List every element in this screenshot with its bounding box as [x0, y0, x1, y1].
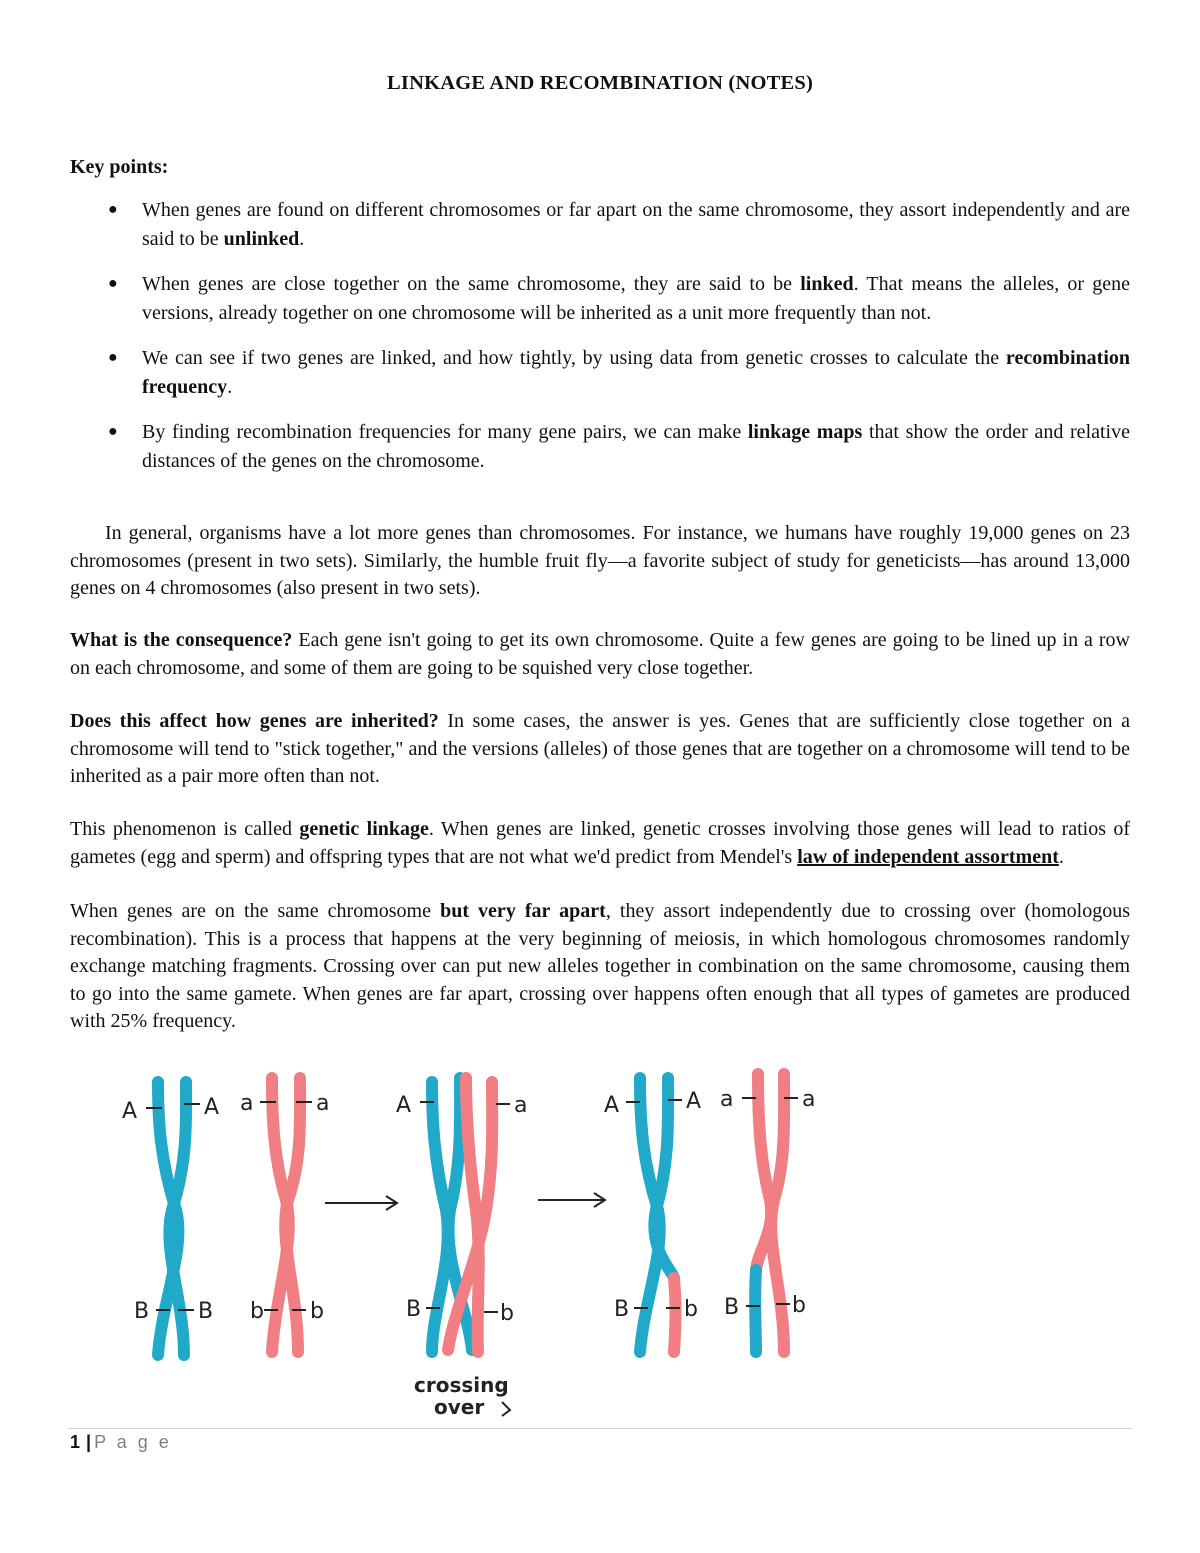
bullet-icon: ● [108, 201, 118, 218]
svg-text:A: A [604, 1093, 620, 1118]
svg-text:b: b [250, 1299, 264, 1324]
paragraph-inheritance: Does this affect how genes are inherited? In some cases, the answer is yes. Genes that are sufficiently close together on a chromosome will tend to "stick together," and the versions (alleles) of those genes that are together on a chromosome will tend to be inherited as a pair more often than not. [70, 710, 1130, 787]
chromosome-pair-crossing [432, 1078, 492, 1352]
paragraph-crossing-over: When genes are on the same chromosome but very far apart, they assort independently due to crossing over (homologous recombination). This is a process that happens at the very beginning of meiosis, in which homologous chromosomes randomly exchange matching fragments. Crossing over can put new alleles together in combination on the same chromosome, causing them to go into the same gamete. When genes are far apart, crossing over happens often enough that all types of gametes are produced with 25% frequency. [70, 900, 1130, 1032]
svg-text:a: a [240, 1091, 254, 1116]
svg-text:a: a [514, 1093, 528, 1118]
svg-text:B: B [724, 1295, 740, 1320]
recombined-chromosome-right [755, 1074, 784, 1352]
svg-text:b: b [684, 1297, 698, 1322]
svg-text:a: a [316, 1091, 330, 1116]
footer-separator: | [86, 1432, 92, 1452]
svg-text:b: b [310, 1299, 324, 1324]
svg-text:A: A [122, 1099, 138, 1124]
chromosome-pair-blue [158, 1082, 186, 1355]
svg-text:crossing: crossing [414, 1373, 509, 1397]
arrow-icon [325, 1196, 397, 1210]
crossing-over-diagram [100, 1060, 860, 1430]
svg-text:B: B [614, 1297, 630, 1322]
key-point-item: ● When genes are close together on the same chromosome, they are said to be linked. That means the alleles, or gene versions, already together on one chromosome will be inherited as a unit more frequently than not. [70, 270, 1130, 327]
svg-text:b: b [500, 1301, 514, 1326]
page-word: P a g e [94, 1432, 172, 1452]
bullet-icon: ● [108, 275, 118, 292]
law-link[interactable]: law of independent assortment [797, 845, 1059, 868]
svg-text:A: A [396, 1093, 412, 1118]
svg-text:B: B [406, 1297, 422, 1322]
bullet-icon: ● [108, 349, 118, 366]
key-points-list [70, 196, 1130, 492]
svg-text:B: B [134, 1299, 150, 1324]
key-points-heading: Key points: [70, 156, 169, 178]
svg-text:a: a [802, 1087, 816, 1112]
key-point-item: ● By finding recombination frequencies for many gene pairs, we can make linkage maps that show the order and relative distances of the genes on the chromosome. [70, 418, 1130, 475]
svg-text:b: b [792, 1293, 806, 1318]
page-title: LINKAGE AND RECOMBINATION (NOTES) [387, 72, 813, 94]
svg-text:over: over [434, 1395, 485, 1419]
paragraph-genetic-linkage: This phenomenon is called genetic linkage. When genes are linked, genetic crosses involving those genes will lead to ratios of gametes (egg and sperm) and offspring types that are not what we'd predict from Mendel's law of independent assortment. [70, 818, 1131, 868]
svg-text:A: A [204, 1095, 220, 1120]
paragraph-genes-vs-chromosomes: In general, organisms have a lot more genes than chromosomes. For instance, we humans have roughly 19,000 genes on 23 chromosomes (present in two sets). Similarly, the humble fruit fly—a favorite subject of study for geneticists—has around 13,000 genes on 4 chromosomes (also present in two sets). [70, 522, 1130, 599]
bullet-icon: ● [108, 423, 118, 440]
svg-text:B: B [198, 1299, 214, 1324]
svg-text:a: a [720, 1087, 734, 1112]
key-point-item: ● We can see if two genes are linked, and how tightly, by using data from genetic crosses to calculate the recombination frequency. [70, 344, 1130, 401]
page-number: 1 [70, 1432, 81, 1452]
arrow-icon [538, 1193, 605, 1207]
recombined-chromosome-left [640, 1078, 676, 1352]
page-footer [70, 1432, 172, 1453]
footer-divider [68, 1428, 1132, 1429]
svg-text:A: A [686, 1089, 702, 1114]
paragraph-consequence: What is the consequence? Each gene isn't going to get its own chromosome. Quite a few genes are going to be lined up in a row on each chromosome, and some of them are going to be squished very close together. [70, 629, 1130, 679]
key-point-item: ● When genes are found on different chromosomes or far apart on the same chromosome, they assort independently and are said to be unlinked. [70, 196, 1130, 253]
